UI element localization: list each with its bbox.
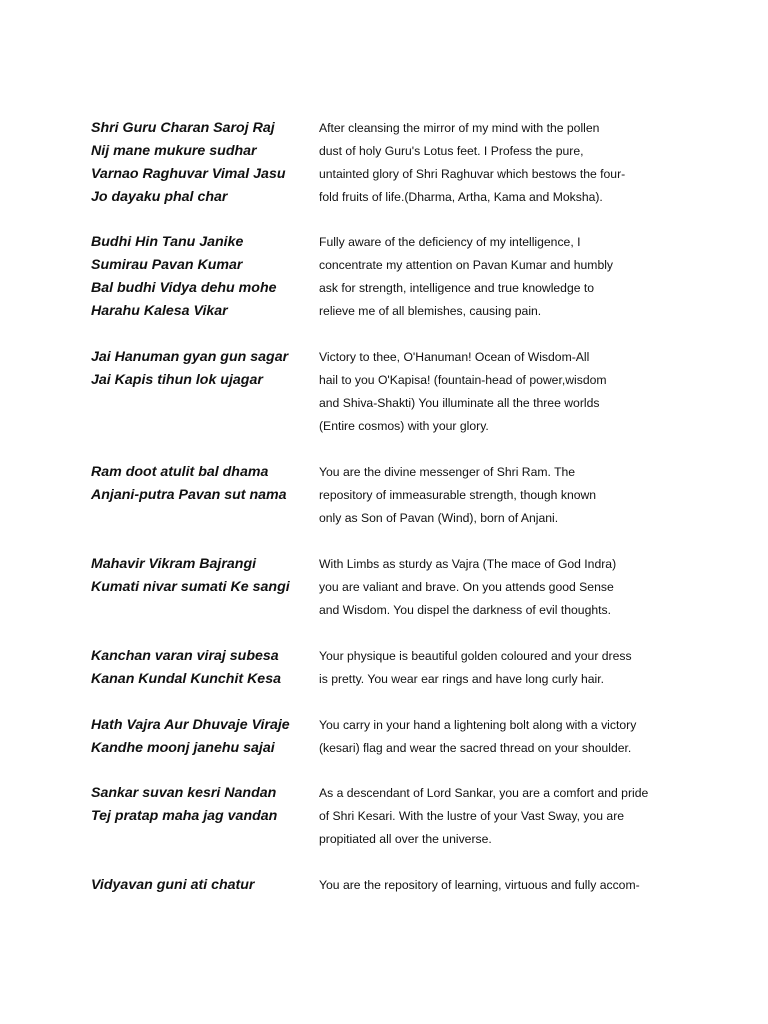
hindi-verse bbox=[91, 346, 316, 392]
translation-line: and Shiva-Shakti) You illuminate all the three worlds bbox=[319, 396, 600, 410]
translation-line: relieve me of all blemishes, causing pain. bbox=[319, 304, 542, 318]
hindi-line: Jai Hanuman gyan gun sagar bbox=[91, 349, 289, 365]
hindi-line: Tej pratap maha jag vandan bbox=[91, 808, 278, 824]
hindi-line: Kanchan varan viraj subesa bbox=[91, 648, 279, 664]
hindi-line: Jo dayaku phal char bbox=[91, 189, 228, 205]
hindi-line: Jai Kapis tihun lok ujagar bbox=[91, 372, 263, 388]
english-translation bbox=[319, 117, 749, 209]
translation-line: Your physique is beautiful golden coloured and your dress bbox=[319, 649, 632, 663]
hindi-line: Hath Vajra Aur Dhuvaje Viraje bbox=[91, 717, 290, 733]
hindi-verse bbox=[91, 645, 316, 691]
translation-line: concentrate my attention on Pavan Kumar and humbly bbox=[319, 258, 614, 272]
translation-line: fold fruits of life.(Dharma, Artha, Kama and Moksha). bbox=[319, 190, 603, 204]
hindi-line: Anjani-putra Pavan sut nama bbox=[91, 487, 287, 503]
translation-line: untainted glory of Shri Raghuvar which bestows the four- bbox=[319, 167, 626, 181]
hindi-verse bbox=[91, 874, 316, 897]
english-translation bbox=[319, 714, 749, 760]
hindi-verse bbox=[91, 461, 316, 507]
translation-line: (kesari) flag and wear the sacred thread on your shoulder. bbox=[319, 741, 632, 755]
hindi-verse bbox=[91, 117, 316, 209]
translation-line: only as Son of Pavan (Wind), born of Anjani. bbox=[319, 511, 559, 525]
hindi-line: Nij mane mukure sudhar bbox=[91, 143, 257, 159]
hindi-line: Shri Guru Charan Saroj Raj bbox=[91, 120, 275, 136]
hindi-line: Kumati nivar sumati Ke sangi bbox=[91, 579, 290, 595]
english-translation bbox=[319, 645, 749, 691]
hindi-line: Sankar suvan kesri Nandan bbox=[91, 785, 277, 801]
english-translation bbox=[319, 461, 749, 530]
translation-line: Fully aware of the deficiency of my intelligence, I bbox=[319, 235, 581, 249]
hindi-line: Kandhe moonj janehu sajai bbox=[91, 740, 275, 756]
hindi-verse bbox=[91, 782, 316, 828]
translation-line: Victory to thee, O'Hanuman! Ocean of Wisdom-All bbox=[319, 350, 590, 364]
translation-line: is pretty. You wear ear rings and have long curly hair. bbox=[319, 672, 604, 686]
english-translation bbox=[319, 553, 749, 622]
hindi-verse bbox=[91, 231, 316, 323]
translation-line: With Limbs as sturdy as Vajra (The mace of God Indra) bbox=[319, 557, 617, 571]
translation-line: You are the repository of learning, virtuous and fully accom- bbox=[319, 878, 640, 892]
translation-line: You carry in your hand a lightening bolt along with a victory bbox=[319, 718, 637, 732]
translation-line: dust of holy Guru's Lotus feet. I Profess the pure, bbox=[319, 144, 584, 158]
hindi-line: Varnao Raghuvar Vimal Jasu bbox=[91, 166, 286, 182]
translation-line: propitiated all over the universe. bbox=[319, 832, 492, 846]
hindi-line: Mahavir Vikram Bajrangi bbox=[91, 556, 257, 572]
translation-line: (Entire cosmos) with your glory. bbox=[319, 419, 489, 433]
translation-line: As a descendant of Lord Sankar, you are a comfort and pride bbox=[319, 786, 649, 800]
translation-line: You are the divine messenger of Shri Ram. The bbox=[319, 465, 576, 479]
hindi-line: Sumirau Pavan Kumar bbox=[91, 257, 243, 273]
hindi-line: Ram doot atulit bal dhama bbox=[91, 464, 269, 480]
english-translation bbox=[319, 231, 749, 323]
translation-line: of Shri Kesari. With the lustre of your Vast Sway, you are bbox=[319, 809, 625, 823]
hindi-line: Bal budhi Vidya dehu mohe bbox=[91, 280, 277, 296]
hindi-verse bbox=[91, 553, 316, 599]
translation-line: After cleansing the mirror of my mind with the pollen bbox=[319, 121, 600, 135]
translation-line: you are valiant and brave. On you attends good Sense bbox=[319, 580, 614, 594]
english-translation bbox=[319, 782, 749, 851]
translation-line: ask for strength, intelligence and true knowledge to bbox=[319, 281, 595, 295]
hindi-line: Budhi Hin Tanu Janike bbox=[91, 234, 244, 250]
translation-line: repository of immeasurable strength, though known bbox=[319, 488, 597, 502]
translation-line: and Wisdom. You dispel the darkness of evil thoughts. bbox=[319, 603, 611, 617]
english-translation bbox=[319, 874, 749, 897]
hindi-line: Harahu Kalesa Vikar bbox=[91, 303, 228, 319]
hindi-line: Vidyavan guni ati chatur bbox=[91, 877, 255, 893]
hindi-verse bbox=[91, 714, 316, 760]
hindi-line: Kanan Kundal Kunchit Kesa bbox=[91, 671, 281, 687]
translation-line: hail to you O'Kapisa! (fountain-head of power,wisdom bbox=[319, 373, 607, 387]
english-translation bbox=[319, 346, 749, 438]
